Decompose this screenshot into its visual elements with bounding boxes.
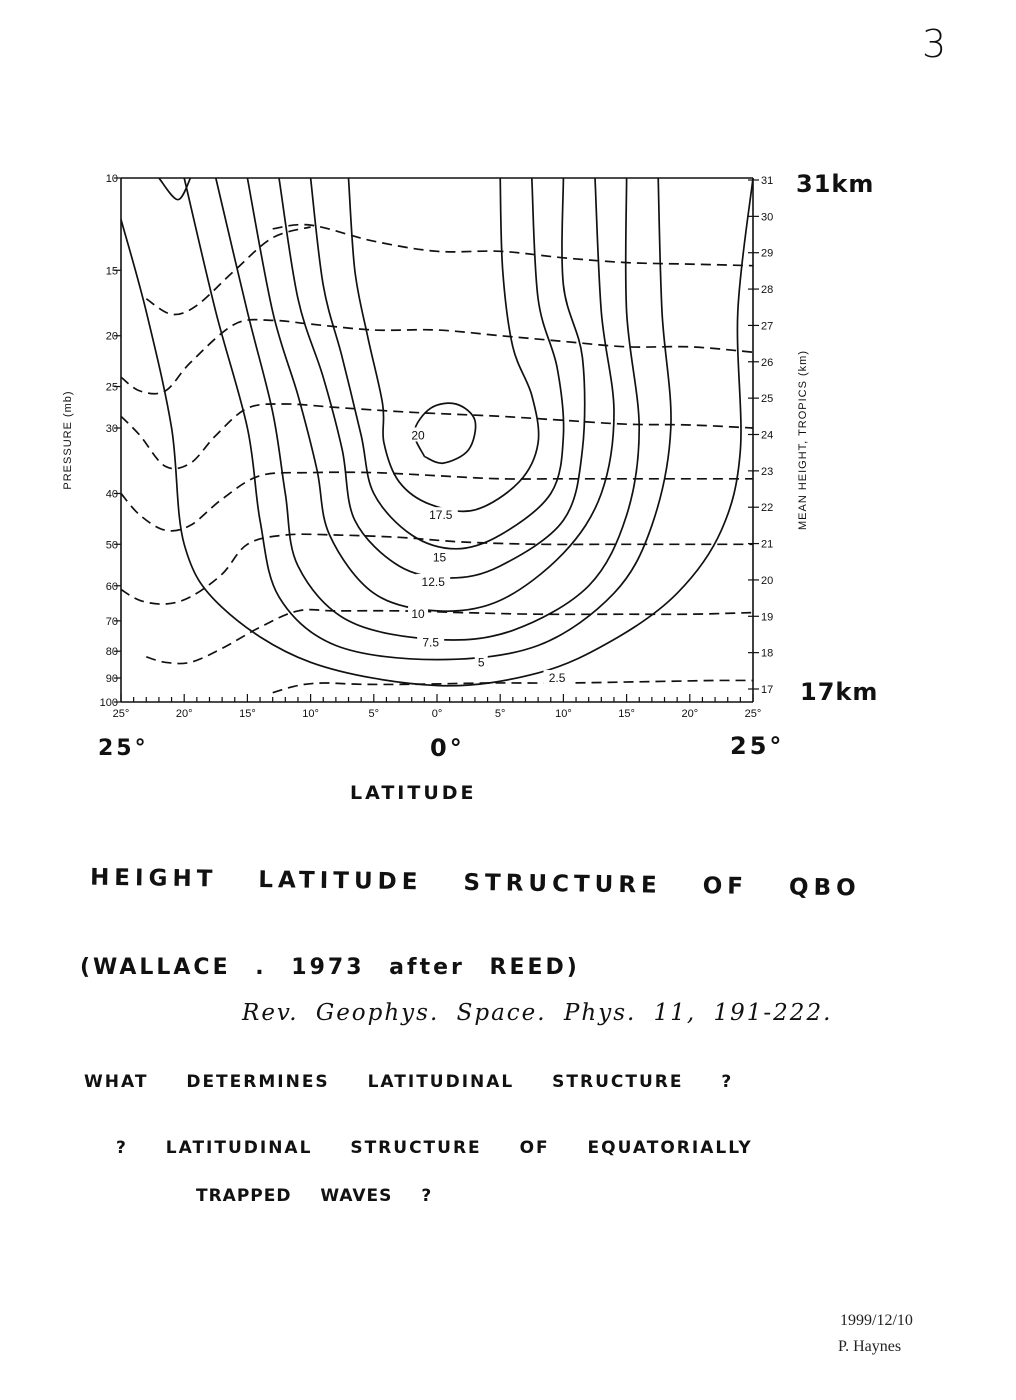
notes-title: HEIGHT LATITUDE STRUCTURE OF QBO bbox=[89, 864, 861, 902]
x-tick-label: 20° bbox=[175, 708, 193, 720]
notes-question-3: TRAPPED WAVES ? bbox=[196, 1186, 433, 1206]
footer-author: P. Haynes bbox=[838, 1338, 902, 1355]
dashed-contour-line bbox=[273, 680, 753, 692]
y2-tick-label: 23 bbox=[761, 465, 774, 478]
x-tick-label: 15° bbox=[239, 708, 256, 720]
x-tick-label: 15° bbox=[618, 708, 635, 720]
height-top-label: 31km bbox=[796, 170, 875, 198]
latitude-label: LATITUDE bbox=[350, 782, 477, 804]
contour-label-15: 15 bbox=[432, 550, 447, 565]
y2-tick-label: 19 bbox=[761, 611, 774, 624]
y-tick-label: 25 bbox=[105, 381, 118, 394]
y2-tick-label: 29 bbox=[761, 247, 774, 260]
contour-label-10: 10 bbox=[411, 607, 425, 622]
contour-label-7-5: 7.5 bbox=[422, 635, 440, 650]
y-tick-label: 90 bbox=[105, 673, 118, 686]
y-tick-label: 70 bbox=[105, 615, 118, 628]
dashed-contour-line bbox=[146, 227, 310, 315]
dashed-contour-line bbox=[146, 610, 753, 664]
y-tick-label: 50 bbox=[105, 539, 118, 552]
contour-label-20: 20 bbox=[411, 428, 425, 443]
dashed-contour-line bbox=[121, 534, 753, 604]
y2-tick-label: 31 bbox=[761, 175, 774, 187]
y2-tick-label: 18 bbox=[761, 647, 774, 660]
y2-axis-title: MEAN HEIGHT, TROPICS (km) bbox=[797, 349, 809, 531]
y-tick-label: 100 bbox=[99, 697, 118, 709]
x-tick-label: 25° bbox=[112, 708, 130, 720]
x-tick-label: 0° bbox=[431, 708, 443, 720]
height-bottom-label: 17km bbox=[800, 678, 879, 706]
x-tick-label: 5° bbox=[368, 708, 380, 720]
x-tick-label: 20° bbox=[681, 708, 699, 720]
lat-hand-center: 0° bbox=[430, 734, 465, 762]
y2-tick-label: 22 bbox=[761, 502, 774, 515]
x-tick-label: 10° bbox=[555, 708, 572, 720]
y2-tick-label: 24 bbox=[761, 429, 774, 442]
contour-labels bbox=[408, 427, 571, 685]
solid-contour-17-5 bbox=[349, 178, 539, 511]
y2-tick-label: 25 bbox=[761, 393, 774, 406]
solid-contour-2-5 bbox=[121, 178, 753, 686]
lat-hand-right: 25° bbox=[730, 732, 785, 760]
y-tick-label: 60 bbox=[105, 580, 118, 593]
y-tick-label: 20 bbox=[105, 330, 118, 343]
y-tick-label: 15 bbox=[105, 265, 118, 278]
x-tick-label: 5° bbox=[494, 708, 506, 720]
y-tick-label: 80 bbox=[105, 646, 118, 659]
y2-tick-label: 26 bbox=[761, 356, 774, 369]
lat-hand-left: 25° bbox=[98, 736, 149, 761]
y2-tick-label: 30 bbox=[761, 211, 774, 224]
y-tick-label: 30 bbox=[105, 423, 118, 436]
y-tick-label: 10 bbox=[105, 173, 118, 185]
y2-tick-label: 17 bbox=[761, 684, 774, 696]
dashed-contour-line bbox=[121, 404, 753, 469]
plot-frame bbox=[121, 178, 753, 702]
solid-contour-10 bbox=[247, 178, 614, 611]
notes-question-1: WHAT DETERMINES LATITUDINAL STRUCTURE ? bbox=[84, 1072, 734, 1092]
y2-tick-label: 21 bbox=[761, 538, 774, 551]
contour-label-5: 5 bbox=[477, 655, 485, 670]
y2-tick-label: 20 bbox=[761, 574, 774, 587]
x-tick-label: 25° bbox=[744, 708, 762, 720]
dashed-contours bbox=[121, 225, 753, 693]
y2-tick-label: 28 bbox=[761, 284, 774, 297]
solid-contour-7-5 bbox=[216, 178, 639, 640]
contour-label-17-5: 17.5 bbox=[429, 508, 453, 523]
contour-label-2-5: 2.5 bbox=[548, 671, 566, 686]
y-tick-label: 40 bbox=[105, 488, 118, 501]
footer-date: 1999/12/10 bbox=[840, 1312, 913, 1329]
notes-citation: Rev. Geophys. Space. Phys. 11, 191-222. bbox=[242, 1000, 833, 1026]
x-tick-label: 10° bbox=[302, 708, 319, 720]
page-number: 3 bbox=[922, 22, 947, 66]
notes-question-2: ? LATITUDINAL STRUCTURE OF EQUATORIALLY bbox=[116, 1138, 753, 1158]
y2-tick-label: 27 bbox=[761, 320, 774, 333]
y-axis-title: PRESSURE (mb) bbox=[62, 390, 74, 490]
notes-source-line: (WALLACE . 1973 after REED) bbox=[80, 955, 580, 980]
dashed-contour-line bbox=[121, 320, 753, 394]
solid-contours bbox=[121, 178, 753, 686]
dashed-contour-line bbox=[273, 225, 753, 266]
contour-label-12-5: 12.5 bbox=[421, 574, 445, 589]
